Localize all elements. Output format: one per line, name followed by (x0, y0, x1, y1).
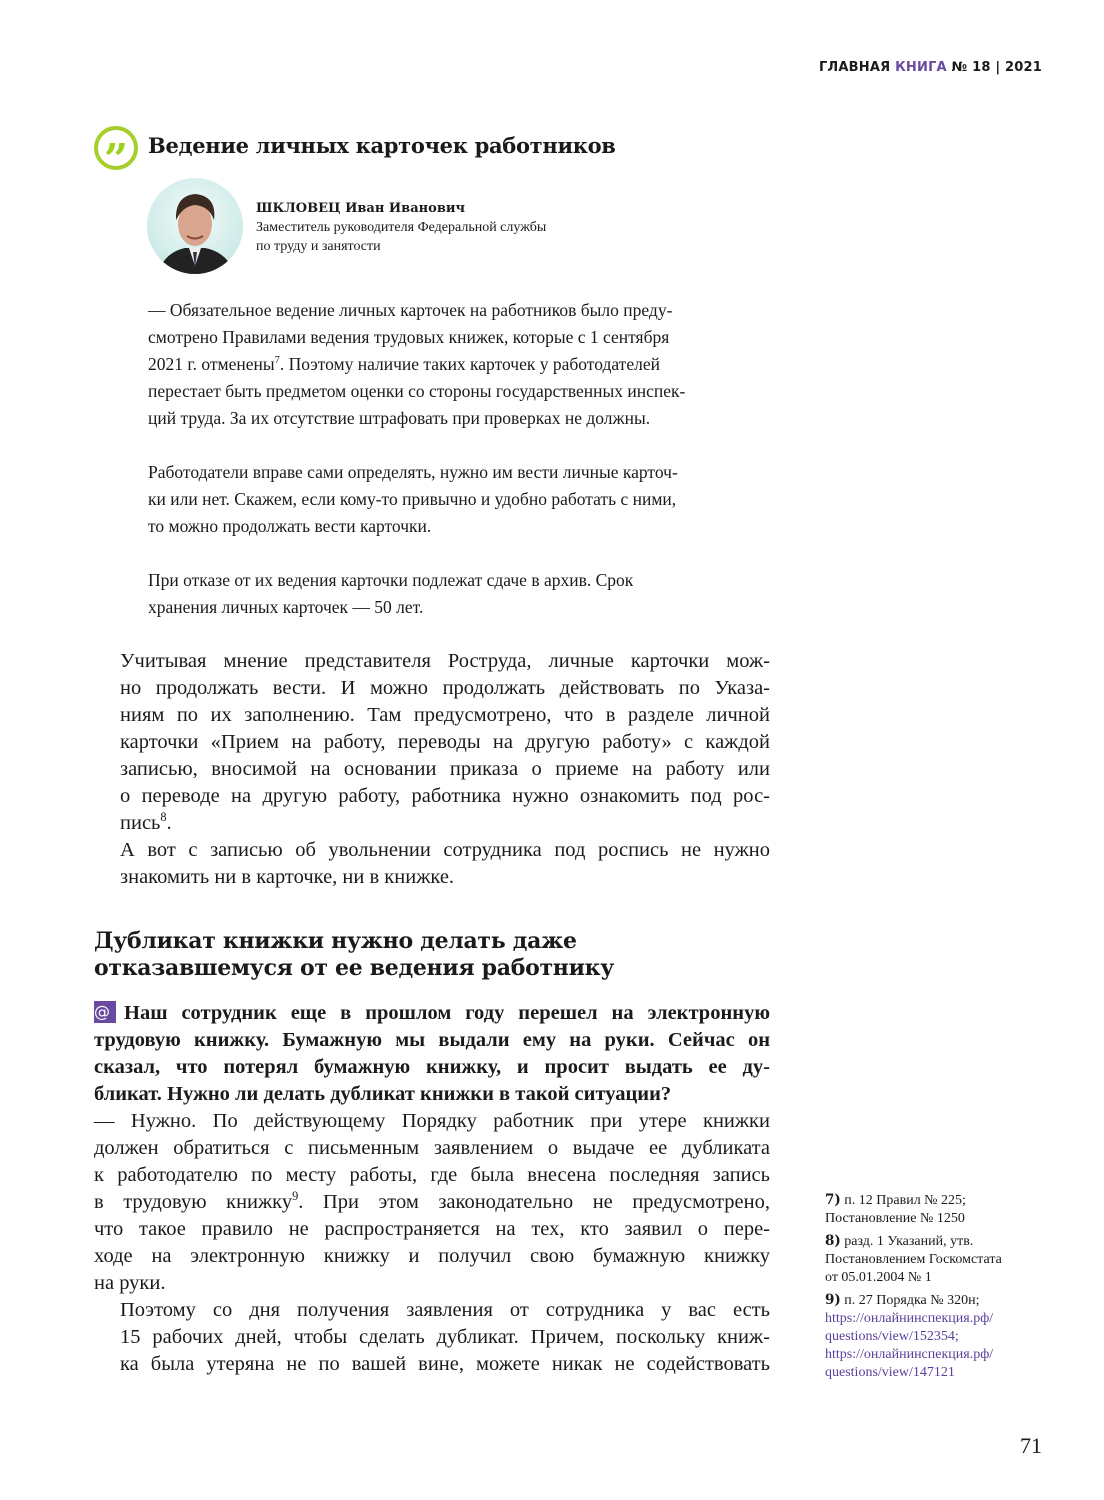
footnote-line (825, 1269, 1040, 1287)
running-header (819, 60, 1042, 75)
line-text: к работодателю по месту работы, где была внесена последняя запись (94, 1164, 770, 1186)
text-line (94, 1081, 770, 1108)
article-text (94, 648, 770, 891)
text-line (148, 405, 760, 432)
line-text: в трудовую книжку (94, 1191, 293, 1213)
question (94, 1000, 770, 1108)
line-text: что такое правило не распространяется на тех, кто заявил о пере- (94, 1218, 770, 1240)
page-number: 71 (1020, 1433, 1042, 1458)
line-text: ка была утеряна не по вашей вине, можете никак не содействовать (120, 1353, 770, 1375)
footnote-line (825, 1210, 1040, 1228)
line-text: смотрено Правилами ведения трудовых книжек, которые с 1 сентября (148, 327, 670, 347)
answer (94, 1108, 770, 1297)
brand-part1: ГЛАВНАЯ (818, 60, 891, 75)
text-line (94, 1324, 770, 1351)
issue-number: № 18 | 2021 (951, 60, 1042, 75)
expert-quote (148, 297, 760, 648)
footnote-link[interactable]: https://онлайнинспекция.рф/ (825, 1311, 994, 1326)
line-text: бликат. Нужно ли делать дубликат книжки в такой ситуации? (94, 1083, 672, 1105)
footnote-line (825, 1191, 1040, 1210)
line-text: сказал, что потерял бумажную книжку, и просит выдать ее ду- (94, 1056, 770, 1078)
footnote-text: Постановлением Госкомстата (825, 1252, 1002, 1267)
line-text: трудовую книжку. Бумажную мы выдали ему на руки. Сейчас он (94, 1029, 770, 1051)
text-line (94, 1000, 770, 1027)
text-line (148, 567, 760, 594)
footnote-link[interactable]: https://онлайнинспекция.рф/ (825, 1347, 994, 1362)
expert-position: по труду и занятости (256, 239, 381, 254)
article-paragraph (94, 837, 770, 891)
footnote (825, 1191, 1040, 1228)
line-text: 15 рабочих дней, чтобы сделать дубликат. Причем, поскольку книж- (120, 1326, 770, 1348)
line-text: . (166, 812, 172, 834)
text-line (94, 1243, 770, 1270)
text-line (94, 675, 770, 702)
footnote-text: разд. 1 Указаний, утв. (844, 1234, 974, 1249)
brand-part2: КНИГА (895, 60, 947, 75)
line-text: ходе на электронную книжку и получил свою бумажную книжку (94, 1245, 770, 1267)
line-text: карточки «Прием на работу, переводы на другую работу» с каждой (120, 731, 770, 753)
text-line (94, 1270, 770, 1297)
email-question-icon: @ (94, 1001, 116, 1023)
line-text: — Обязательное ведение личных карточек на работников было преду- (148, 300, 673, 320)
text-line (94, 783, 770, 810)
line-text: ций труда. За их отсутствие штрафовать при проверках не должны. (148, 408, 651, 428)
article-paragraph (94, 648, 770, 837)
expert-photo (147, 178, 243, 274)
qa-block (94, 1000, 770, 1378)
footnote-number: 8) (825, 1233, 841, 1249)
line-text: то можно продолжать вести карточки. (148, 516, 432, 536)
line-text: А вот с записью об увольнении сотрудника под роспись не нужно (120, 839, 770, 861)
text-line (148, 324, 760, 351)
text-line (94, 810, 770, 837)
line-text: . При этом законодательно не предусмотрено, (298, 1191, 770, 1213)
line-text: ниям по их заполнению. Там предусмотрено, что в разделе личной (120, 704, 770, 726)
line-text: 2021 г. отменены (148, 354, 275, 374)
text-line (94, 1054, 770, 1081)
text-line (148, 513, 760, 540)
footnote (825, 1291, 1040, 1382)
line-text: перестает быть предметом оценки со стороны государственных инспек- (148, 381, 686, 401)
section-heading (94, 928, 614, 982)
footnote (825, 1232, 1040, 1287)
line-text: — Нужно. По действующему Порядку работник при утере книжки (94, 1110, 770, 1132)
text-line (94, 1189, 770, 1216)
article-paragraph (94, 1297, 770, 1378)
text-line (94, 1216, 770, 1243)
text-line (148, 459, 760, 486)
text-line (148, 351, 760, 378)
line-text: Работодатели вправе сами определять, нужно им вести личные карточ- (148, 462, 678, 482)
text-line (94, 1162, 770, 1189)
footnote-text: Постановление № 1250 (825, 1211, 965, 1226)
line-text: о переводе на другую работу, работника нужно ознакомить под рос- (120, 785, 770, 807)
line-text: но продолжать вести. И можно продолжать действовать по Указа- (120, 677, 770, 699)
footnote-number: 9) (825, 1292, 841, 1308)
footnote-text: п. 27 Порядка № 320н; (844, 1293, 980, 1308)
heading-line: Дубликат книжки нужно делать даже (94, 928, 577, 954)
text-line (94, 648, 770, 675)
line-text: . Поэтому наличие таких карточек у работодателей (279, 354, 660, 374)
footnote-ref: 9 (292, 1189, 299, 1204)
text-line (94, 864, 770, 891)
footnote-ref: 8 (160, 810, 167, 825)
line-text: Учитывая мнение представителя Роструда, личные карточки мож- (120, 650, 770, 672)
expert-position: Заместитель руководителя Федеральной службы (256, 220, 547, 235)
line-text: Поэтому со дня получения заявления от сотрудника у вас есть (120, 1299, 770, 1321)
footnote-link[interactable]: questions/view/147121 (825, 1365, 955, 1380)
text-line (148, 378, 760, 405)
text-line (94, 756, 770, 783)
line-text: хранения личных карточек — 50 лет. (148, 597, 424, 617)
text-line (94, 1135, 770, 1162)
line-text: пись (120, 812, 161, 834)
text-line (148, 594, 760, 621)
line-text: должен обратиться с письменным заявлением о выдаче ее дубликата (94, 1137, 770, 1159)
footnote-number: 7) (825, 1192, 841, 1208)
footnote-text: п. 12 Правил № 225; (844, 1193, 966, 1208)
expert-name: ШКЛОВЕЦ Иван Иванович (256, 201, 466, 216)
text-line (94, 1351, 770, 1378)
footnote-link[interactable]: questions/view/152354; (825, 1329, 959, 1344)
line-text: записью, вносимой на основании приказа о приеме на работу или (120, 758, 770, 780)
text-line (148, 486, 760, 513)
line-text: При отказе от их ведения карточки подлежат сдаче в архив. Срок (148, 570, 634, 590)
footnote-line (825, 1291, 1040, 1310)
line-text: Наш сотрудник еще в прошлом году перешел на электронную (124, 1002, 770, 1024)
line-text: знакомить ни в карточке, ни в книжке. (120, 866, 455, 888)
expert-info (256, 199, 546, 256)
footnote-text: от 05.01.2004 № 1 (825, 1270, 932, 1285)
footnote-ref: 7 (274, 355, 280, 367)
quote-paragraph (148, 297, 760, 432)
line-text: ки или нет. Скажем, если кому-то привычно и удобно работать с ними, (148, 489, 677, 509)
text-line (94, 1297, 770, 1324)
footnote-line (825, 1251, 1040, 1269)
text-line (94, 1027, 770, 1054)
text-line (94, 729, 770, 756)
heading-line: отказавшемуся от ее ведения работнику (94, 955, 614, 981)
footnote-line (825, 1232, 1040, 1251)
text-line (148, 297, 760, 324)
quote-mark-icon: ” (94, 126, 138, 170)
text-line (94, 1108, 770, 1135)
line-text: на руки. (94, 1272, 166, 1294)
quote-paragraph (148, 567, 760, 621)
text-line (94, 702, 770, 729)
quote-section-title: Ведение личных карточек работников (148, 133, 616, 158)
footnotes (825, 1191, 1040, 1386)
text-line (94, 837, 770, 864)
quote-paragraph (148, 459, 760, 540)
